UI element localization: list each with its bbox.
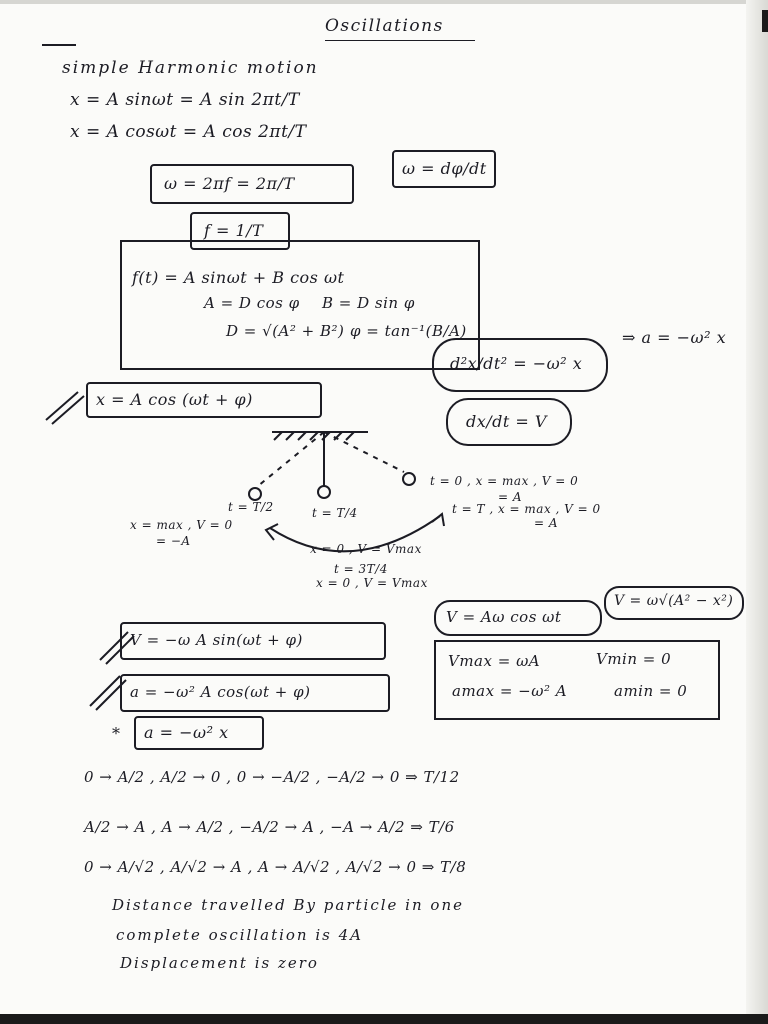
amin-text: amin = 0 [614, 682, 688, 700]
fourier-line-3a: D = √(A² + B²) [226, 322, 345, 340]
fourier-line-2b: B = D sin φ [322, 294, 415, 312]
page-title: Oscillations [325, 16, 444, 36]
eq-omega-f: ω = 2πf = 2π/T [164, 174, 295, 193]
velocity-eq-box [120, 622, 386, 660]
section-heading: simple Harmonic motion [62, 58, 319, 78]
pendulum-bob-center [318, 486, 330, 498]
eq-velocity: V = −ω A sin(ωt + φ) [130, 631, 303, 649]
maxmin-box [434, 640, 720, 720]
pendulum-string-right [324, 432, 404, 472]
velocity-cos-oval [434, 600, 602, 636]
eq-velocity-cos: V = Aω cos ωt [446, 608, 562, 626]
eq-x-sin: x = A sinωt = A sin 2πt/T [70, 90, 300, 110]
vmax-text: Vmax = ωA [448, 652, 541, 670]
star-mark: * [112, 724, 121, 743]
note-line-3: Displacement is zero [120, 954, 319, 972]
eq-omega-dphi: ω = dφ/dt [402, 159, 487, 178]
pendulum-bob-right [403, 473, 415, 485]
time-rule-2: A/2 → A , A → A/2 , −A/2 → A , −A → A/2 ⇒ T/6 [84, 818, 455, 836]
fourier-line-3b: φ = tan⁻¹(B/A) [350, 322, 467, 340]
eq-acceleration: a = −ω² A cos(ωt + φ) [130, 683, 311, 701]
swing-arc-arrow-right [432, 514, 444, 526]
velocity-root-oval [604, 586, 744, 620]
label-bottom: x = 0 , V = Vmax [316, 576, 428, 590]
amax-text: amax = −ω² A [452, 682, 568, 700]
eq-x-cos: x = A cosωt = A cos 2πt/T [70, 122, 307, 142]
label-arc-right-sub: = A [534, 516, 559, 530]
label-arc-right: t = T , x = max , V = 0 [452, 502, 601, 516]
eq-freq: f = 1/T [204, 221, 264, 240]
ceiling-hatch [286, 432, 294, 440]
eq-velocity-diff: dx/dt = V [466, 412, 547, 431]
eq-velocity-root: V = ω√(A² − x²) [614, 593, 734, 609]
pendulum-bob-left [249, 488, 261, 500]
ceiling-hatch [298, 432, 306, 440]
time-rule-1: 0 → A/2 , A/2 → 0 , 0 → −A/2 , −A/2 → 0 ⇒ T/12 [84, 768, 460, 786]
accel-eq-box [120, 674, 390, 712]
vmin-text: Vmin = 0 [596, 650, 672, 668]
accel-short-box [134, 716, 264, 750]
label-left-extreme-sub: = −A [156, 534, 191, 548]
fourier-line-2a: A = D cos φ [204, 294, 300, 312]
accel-result: ⇒ a = −ω² x [622, 328, 727, 347]
pendulum-string-left [258, 432, 324, 486]
label-left-extreme: x = max , V = 0 [130, 518, 233, 532]
ceiling-hatch [274, 432, 282, 440]
fourier-line-1: f(t) = A sinωt + B cos ωt [132, 268, 345, 287]
ceiling-hatch [346, 432, 354, 440]
note-line-1: Distance travelled By particle in one [112, 896, 464, 914]
time-rule-3: 0 → A/√2 , A/√2 → A , A → A/√2 , A/√2 → 0 ⇒ T/8 [84, 858, 467, 876]
label-arc-bottom: x = 0 , V = Vmax [310, 542, 422, 556]
note-line-2: complete oscillation is 4A [116, 926, 363, 944]
x-general-box [86, 382, 322, 418]
label-right-extreme: t = 0 , x = max , V = 0 [430, 474, 579, 488]
eq-accel-diff: d²x/dt² = −ω² x [450, 354, 583, 373]
label-left-time: t = T/2 [228, 500, 274, 514]
eq-x-general: x = A cos (ωt + φ) [96, 390, 253, 409]
label-right-extreme-sub: = A [498, 490, 523, 504]
label-bottom-time: t = 3T/4 [334, 562, 388, 576]
eq-acceleration-short: a = −ω² x [144, 723, 229, 742]
label-center-time: t = T/4 [312, 506, 358, 520]
ceiling-hatch [310, 432, 318, 440]
